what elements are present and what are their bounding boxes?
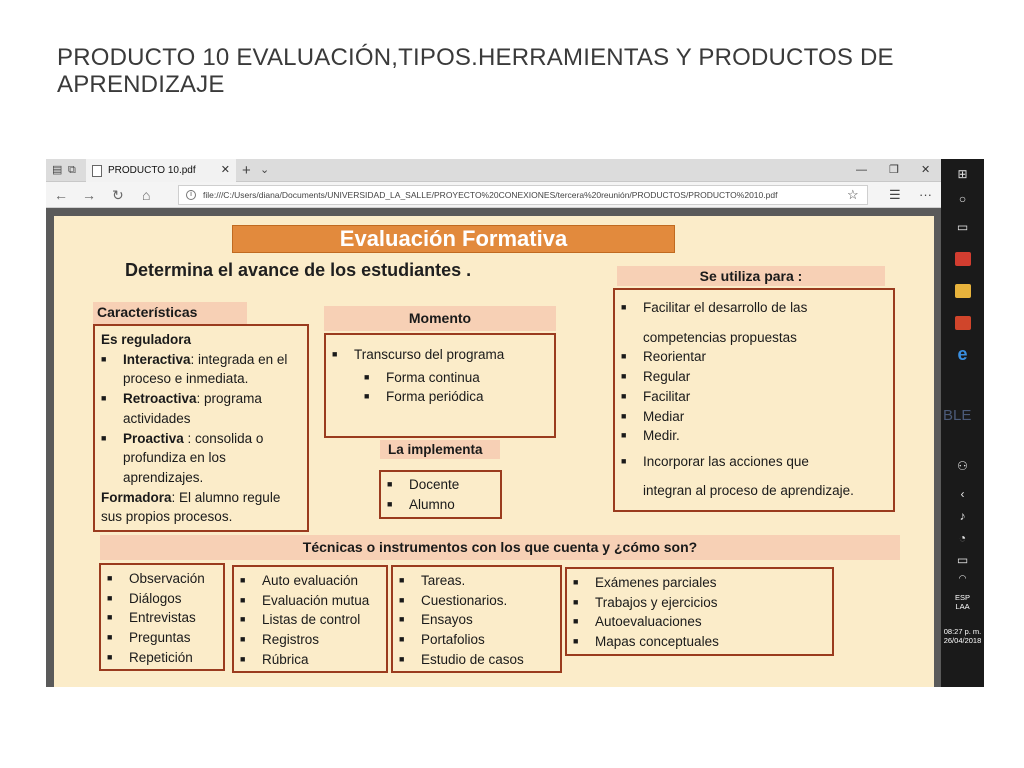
se-utiliza-item-2-text: Reorientar <box>643 349 707 365</box>
col4-item-text: Autoevaluaciones <box>595 614 702 630</box>
bullet-icon: ■ <box>107 592 113 603</box>
implementa-item-2-text: Alumno <box>409 496 455 512</box>
network-icon[interactable]: ◠ <box>958 573 967 583</box>
retroactiva-term: Retroactiva <box>123 391 197 407</box>
col2-item-text: Registros <box>262 632 320 648</box>
bullet-icon: ■ <box>621 410 627 421</box>
col2-item-text: Rúbrica <box>262 651 309 667</box>
col1-item-text: Diálogos <box>129 590 182 606</box>
keyboard-layout: LAA <box>955 602 970 611</box>
bullet-icon: ■ <box>573 577 579 587</box>
start-icon[interactable]: ⊞ <box>957 167 968 181</box>
col3-item-text: Estudio de casos <box>421 651 524 667</box>
implementa-item-1 <box>387 475 494 495</box>
list-item-interactiva <box>101 350 301 370</box>
bullet-icon: ■ <box>101 393 107 404</box>
se-utiliza-item-3 <box>621 367 887 387</box>
task-view-icon[interactable]: ▭ <box>956 220 969 234</box>
se-utiliza-item-4 <box>621 387 887 407</box>
se-utiliza-item-6 <box>621 426 887 446</box>
bullet-icon: ■ <box>240 575 246 585</box>
bullet-icon: ■ <box>573 616 579 627</box>
momento-box <box>324 333 556 438</box>
implementa-item-2 <box>387 495 494 515</box>
tecnicas-col-2 <box>232 565 388 673</box>
list-item <box>240 610 380 630</box>
bullet-icon: ■ <box>387 479 393 489</box>
file-explorer-icon[interactable] <box>955 284 971 298</box>
col3-item-text: Ensayos <box>421 612 473 628</box>
doc-heading: Evaluación Formativa <box>232 225 675 253</box>
bullet-icon: ■ <box>399 653 405 664</box>
forward-icon[interactable]: → <box>82 187 96 203</box>
col3-item-text: Cuestionarios. <box>421 592 508 608</box>
se-utiliza-item-2 <box>621 347 887 367</box>
bullet-icon: ■ <box>107 573 113 583</box>
favorite-star-icon[interactable]: ☆ <box>847 187 859 202</box>
se-utiliza-item-5 <box>621 407 887 427</box>
bullet-icon: ■ <box>573 636 579 647</box>
list-item <box>573 612 826 632</box>
home-icon[interactable]: ⌂ <box>142 187 151 203</box>
list-item <box>399 630 554 650</box>
chevron-down-icon[interactable]: ⌄ <box>260 164 270 176</box>
interactiva-desc: : integrada en el <box>190 351 288 367</box>
tab-preview-icon[interactable]: ▤ <box>52 164 63 176</box>
language-code: ESP <box>954 593 970 602</box>
tab-bar <box>46 159 941 182</box>
se-utiliza-item-1-continuation: competencias propuestas <box>643 329 797 345</box>
powerpoint-icon[interactable] <box>955 316 971 330</box>
partial-background-text: BLE <box>943 407 972 424</box>
bullet-icon: ■ <box>621 302 627 312</box>
refresh-icon[interactable]: ↻ <box>112 187 124 203</box>
list-item <box>107 589 217 609</box>
tab-aside-icon[interactable]: ⧉ <box>68 164 76 176</box>
proactiva-continuation-2: aprendizajes. <box>123 469 204 485</box>
list-item <box>399 610 554 630</box>
notifications-chevron-icon[interactable]: ‹ <box>960 487 965 501</box>
favorites-hub-icon[interactable]: ☰ <box>889 187 901 202</box>
col1-item-text: Repetición <box>129 649 193 665</box>
bullet-icon: ■ <box>101 432 107 443</box>
new-tab-icon[interactable]: + <box>242 162 251 179</box>
list-item-proactiva <box>101 429 301 449</box>
volume-icon[interactable]: ♪ <box>959 509 966 523</box>
list-item <box>399 571 554 591</box>
bullet-icon: ■ <box>107 651 113 662</box>
bullet-icon: ■ <box>399 575 405 585</box>
tab-title: PRODUCTO 10.pdf <box>108 165 196 176</box>
battery-icon[interactable]: ▭ <box>956 553 969 567</box>
language-indicator[interactable] <box>941 593 984 611</box>
list-item <box>573 632 826 652</box>
tecnicas-label: Técnicas o instrumentos con los que cuenta y ¿cómo son? <box>100 535 900 560</box>
bullet-icon: ■ <box>399 594 405 605</box>
bullet-icon: ■ <box>573 596 579 607</box>
list-item <box>107 628 217 648</box>
cortana-icon[interactable]: ○ <box>958 192 967 206</box>
list-item <box>573 573 826 593</box>
implementa-box <box>379 470 502 519</box>
col2-item-text: Auto evaluación <box>262 573 359 588</box>
se-utiliza-item-7-text: Incorporar las acciones que <box>643 453 809 469</box>
list-item <box>399 650 554 670</box>
momento-item-1-text: Transcurso del programa <box>354 347 505 362</box>
proactiva-continuation-1: profundiza en los <box>123 450 226 466</box>
back-icon[interactable]: ← <box>54 187 68 203</box>
bullet-icon: ■ <box>107 612 113 623</box>
implementa-item-1-text: Docente <box>409 477 460 492</box>
people-icon[interactable]: ⚇ <box>957 459 968 473</box>
se-utiliza-label: Se utiliza para : <box>617 266 885 286</box>
formadora-line <box>101 488 301 508</box>
info-icon: i <box>186 190 196 200</box>
se-utiliza-item-7-continuation: integran al proceso de aprendizaje. <box>643 482 854 498</box>
list-item <box>107 569 217 589</box>
formadora-desc: : El alumno regule <box>171 489 281 505</box>
list-item-retroactiva <box>101 389 301 409</box>
interactiva-continuation: proceso e inmediata. <box>123 371 249 387</box>
slide-title <box>57 44 957 98</box>
url-input[interactable] <box>178 185 868 205</box>
address-bar <box>46 182 941 208</box>
bullet-icon: ■ <box>240 653 246 664</box>
list-item <box>107 648 217 668</box>
edge-icon[interactable]: e <box>957 344 968 364</box>
slide-title-line-2: APRENDIZAJE <box>57 71 225 98</box>
bullet-icon: ■ <box>621 390 627 401</box>
url-text: file:///C:/Users/diana/Documents/UNIVERSIDAD_LA_SALLE/PROYECTO%20CONEXIONES/tercera%20reunión/PRODUCTOS/PRODUCTO%2010.pdf <box>203 190 778 200</box>
close-window-icon[interactable]: ✕ <box>921 164 931 176</box>
implementa-label: La implementa <box>380 440 500 459</box>
bullet-icon: ■ <box>107 632 113 643</box>
col4-item-text: Trabajos y ejercicios <box>595 594 718 610</box>
col1-item-text: Preguntas <box>129 630 191 646</box>
bullet-icon: ■ <box>399 614 405 625</box>
col1-item-text: Entrevistas <box>129 610 196 626</box>
se-utiliza-item-1 <box>621 298 887 318</box>
tecnicas-col-4 <box>565 567 834 656</box>
doc-subtitle: Determina el avance de los estudiantes . <box>125 260 472 280</box>
momento-item-1 <box>332 345 548 365</box>
list-item <box>240 591 380 611</box>
se-utiliza-item-4-text: Facilitar <box>643 388 691 404</box>
bullet-icon: ■ <box>621 455 627 466</box>
se-utiliza-box <box>613 288 895 512</box>
slide-title-line-1: PRODUCTO 10 EVALUACIÓN,TIPOS.HERRAMIENTAS Y PRODUCTOS DE <box>57 44 894 71</box>
pdf-file-icon <box>92 165 102 177</box>
momento-label: Momento <box>324 306 556 331</box>
bullet-icon: ■ <box>101 353 107 364</box>
bullet-icon: ■ <box>399 634 405 645</box>
momento-item-2 <box>332 368 548 388</box>
proactiva-desc: : consolida o <box>183 430 264 446</box>
minimize-icon[interactable]: — <box>856 164 867 176</box>
se-utiliza-item-1-text: Facilitar el desarrollo de las <box>643 300 808 315</box>
bullet-icon: ■ <box>240 594 246 605</box>
list-item <box>573 593 826 613</box>
close-tab-icon[interactable]: ✕ <box>220 164 230 176</box>
interactiva-term: Interactiva <box>123 351 191 367</box>
bullet-icon: ■ <box>364 391 370 402</box>
clock-date: 26/04/2018 <box>943 636 982 645</box>
col2-item-text: Listas de control <box>262 612 361 628</box>
col1-item-text: Observación <box>129 571 205 586</box>
bullet-icon: ■ <box>332 349 338 359</box>
tecnicas-col-1 <box>99 563 225 671</box>
list-item <box>240 630 380 650</box>
caracteristicas-box <box>93 324 309 532</box>
momento-item-3-text: Forma periódica <box>386 389 484 405</box>
restore-icon[interactable]: ❐ <box>889 164 899 176</box>
bullet-icon: ■ <box>621 351 627 362</box>
col3-item-text: Tareas. <box>421 573 466 588</box>
col4-item-text: Mapas conceptuales <box>595 634 719 650</box>
formadora-continuation: sus propios procesos. <box>101 509 233 525</box>
clock[interactable] <box>941 627 984 645</box>
bullet-icon: ■ <box>387 498 393 509</box>
list-item <box>240 571 380 591</box>
se-utiliza-item-7 <box>621 452 887 472</box>
tecnicas-col-3 <box>391 565 562 673</box>
more-icon[interactable]: ··· <box>919 187 932 202</box>
se-utiliza-item-3-text: Regular <box>643 369 691 385</box>
reguladora-text: Es reguladora <box>101 332 192 347</box>
bullet-icon: ■ <box>240 614 246 625</box>
retroactiva-continuation: actividades <box>123 410 191 426</box>
caracteristicas-label: Características <box>93 302 247 324</box>
momento-item-3 <box>332 387 548 407</box>
proactiva-term: Proactiva <box>123 430 184 446</box>
bullet-icon: ■ <box>364 371 370 382</box>
wifi-icon[interactable]: ◔ <box>958 531 967 545</box>
gift-app-icon[interactable] <box>955 252 971 266</box>
bullet-icon: ■ <box>621 371 627 382</box>
bullet-icon: ■ <box>240 634 246 645</box>
tab-producto-10[interactable] <box>86 159 236 182</box>
col4-item-text: Exámenes parciales <box>595 575 717 590</box>
retroactiva-desc: : programa <box>196 391 262 407</box>
col2-item-text: Evaluación mutua <box>262 592 370 608</box>
list-item <box>240 650 380 670</box>
formadora-term: Formadora <box>101 489 172 505</box>
se-utiliza-item-6-text: Medir. <box>643 428 680 444</box>
bullet-icon: ■ <box>621 430 627 441</box>
momento-item-2-text: Forma continua <box>386 369 480 385</box>
list-item <box>107 608 217 628</box>
clock-time: 08:27 p. m. <box>943 627 982 636</box>
list-item <box>399 591 554 611</box>
se-utiliza-item-5-text: Mediar <box>643 408 685 424</box>
col3-item-text: Portafolios <box>421 632 485 648</box>
